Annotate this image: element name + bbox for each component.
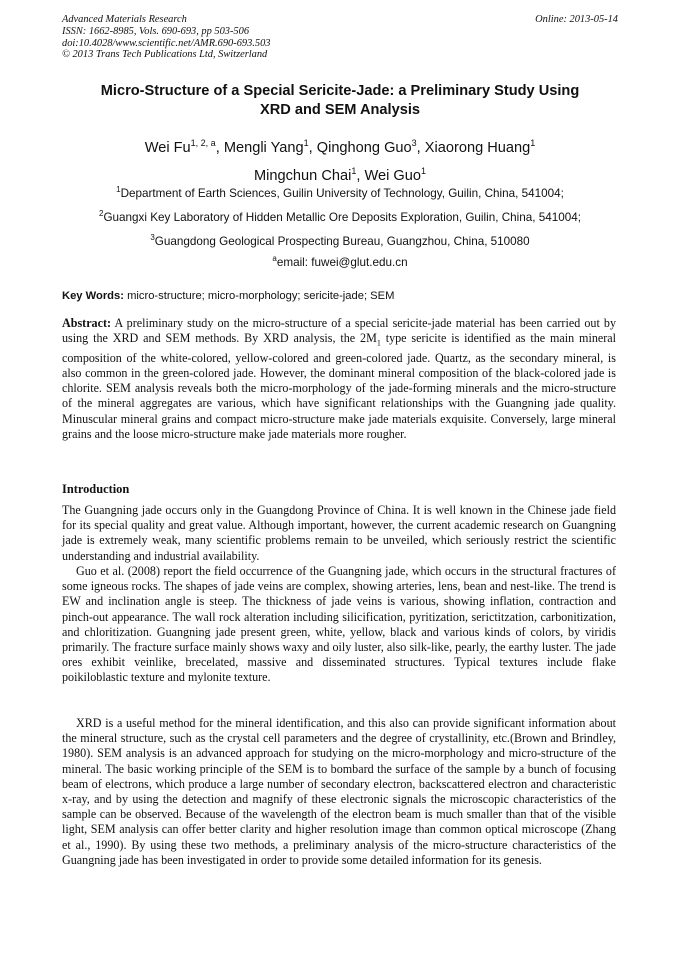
affiliation-sup: 2: [99, 209, 104, 218]
author-list: [62, 132, 618, 188]
author-name: Wei Guo: [364, 167, 421, 184]
abstract-text-2: type sericite is identified as the main mineral composition of the white-colored, yellow-colored and green-colored jade. Quartz, as the secondary mineral, is also common in the green-colored jade. However, the dominant mineral composition of the black-colored jade is chlorite. SEM analysis reveals both the micro-morphology of the jade-forming minerals and the micro-structure of the mineral aggregates are various, which have significant relationships with the Guangning jade quality. Minuscular mineral grains and compact micro-structure make jade materials exquisite. Conversely, large mineral grains and the loose micro-structure make jade materials more rougher.: [62, 331, 616, 441]
author-name: Wei Fu: [144, 139, 191, 156]
author-name: Xiaorong Huang: [424, 139, 531, 156]
affiliation-text: Guangdong Geological Prospecting Bureau, Guangzhou, China, 510080: [154, 234, 530, 248]
affiliation-3: [62, 231, 618, 249]
title-line-1: Micro-Structure of a Special Sericite-Jade: a Preliminary Study Using: [100, 83, 580, 99]
affiliation-sup: a: [272, 254, 277, 263]
author-affil-sup: 1: [530, 138, 536, 148]
author-affil-sup: 1: [303, 138, 309, 148]
affiliation-text: Department of Earth Sciences, Guilin University of Technology, Guilin, China, 541004;: [120, 186, 564, 200]
affiliation-1: [62, 183, 618, 201]
section-heading-introduction: Introduction: [62, 482, 130, 496]
copyright-line: © 2013 Trans Tech Publications Ltd, Switzerland: [62, 49, 268, 61]
author-sep: ,: [356, 167, 365, 184]
affiliation-text: Guangxi Key Laboratory of Hidden Metallic Ore Deposits Exploration, Guilin, China, 541004;: [103, 210, 581, 224]
title-line-2: XRD and SEM Analysis: [259, 102, 421, 118]
journal-info: [62, 14, 270, 61]
issn-line: ISSN: 1662-8985, Vols. 690-693, pp 503-506: [62, 25, 250, 37]
author-name: Mengli Yang: [223, 139, 304, 156]
email-link[interactable]: email: fuwei@glut.edu.cn: [276, 255, 408, 269]
paper-title: [62, 82, 618, 120]
author-name: Qinghong Guo: [316, 139, 412, 156]
author-affil-sup: 1: [420, 165, 426, 176]
author-affil-sup: 3: [411, 138, 417, 148]
author-sep: ,: [215, 139, 224, 156]
affiliation-email: [62, 252, 618, 270]
intro-paragraph-2: Guo et al. (2008) report the field occurrence of the Guangning jade, which occurs in the structural fractures of some igneous rocks. The shapes of jade veins are complex, showing arteries, lens, bean and nest-like. The trend is EW and inclination angle is steep. The thickness of jade veins is various, showing inflation, contraction and pinch-out appearance. The wall rock alteration including silicification, pyritization, serictitzation, carbonitization, and chloritization. Guangning jade present green, white, yellow, black and various kinds of colors, by viridis primarily. The fracture surface mainly shows waxy and oily luster, also silk-like, pearly, the earthy luster. The jade ores exhibit veinlike, brecelated, massive and disseminated structures. Typical textures include flake poikiloblastic texture and mylonite texture.: [62, 564, 616, 685]
keywords: [62, 289, 618, 303]
author-sep: ,: [416, 139, 425, 156]
affiliation-sup: 3: [150, 233, 155, 242]
author-name: Mingchun Chai: [253, 167, 352, 184]
abstract: [62, 316, 616, 442]
author-sep: ,: [308, 139, 317, 156]
abstract-subscript: 1: [376, 338, 381, 348]
journal-name: Advanced Materials Research: [62, 14, 187, 25]
intro-paragraph-1: The Guangning jade occurs only in the Guangdong Province of China. It is well known in the Chinese jade field for its special quality and great value. Although important, however, the current academic research on Guangning jade is extremely weak, many scientific problems remain to be unveiled, which seriously restrict the scientific understanding and industrial availability.: [62, 503, 616, 563]
affiliation-2: [62, 207, 618, 225]
affiliation-sup: 1: [116, 185, 121, 194]
online-date: Online: 2013-05-14: [535, 14, 618, 25]
doi-line: doi:10.4028/www.scientific.net/AMR.690-693.503: [62, 37, 271, 49]
author-line-1: [62, 132, 618, 160]
keywords-text: micro-structure; micro-morphology; sericite-jade; SEM: [127, 290, 395, 302]
abstract-label: Abstract:: [62, 316, 112, 330]
intro-paragraph-3: XRD is a useful method for the mineral identification, and this also can provide significant information about the mineral structure, such as the crystal cell parameters and the degree of crystallinity, etc.(Brown and Brindley, 1980). SEM analysis is an advanced approach for studying on the micro-morphology and micro-structure of the mineral. The basic working principle of the SEM is to bombard the surface of the sample by a bunch of focusing beam of electrons, which produce a large number of secondary electron, backscattered electron and characteristic x-ray, and by using the detection and magnify of these electronic signals the microscopic characteristics of the sample can be observed. Because of the wavelength of the electron beam is much smaller than that of the visible light, SEM analysis can offer better clarity and higher resolution image than common optical microscope (Zhang et al., 1990). By using these two methods, a preliminary analysis of the micro-structure characteristics of the Guangning jade has been investigated in order to provide some detailed information for its genesis.: [62, 716, 616, 867]
author-affil-sup: 1, 2, a: [190, 138, 216, 148]
keywords-label: Key Words:: [62, 290, 124, 302]
abstract-text-1: A preliminary study on the micro-structure of a special sericite-jade material has been carried out by using the XRD and SEM methods. By XRD analysis, the 2M: [62, 316, 617, 346]
author-affil-sup: 1: [351, 165, 357, 176]
